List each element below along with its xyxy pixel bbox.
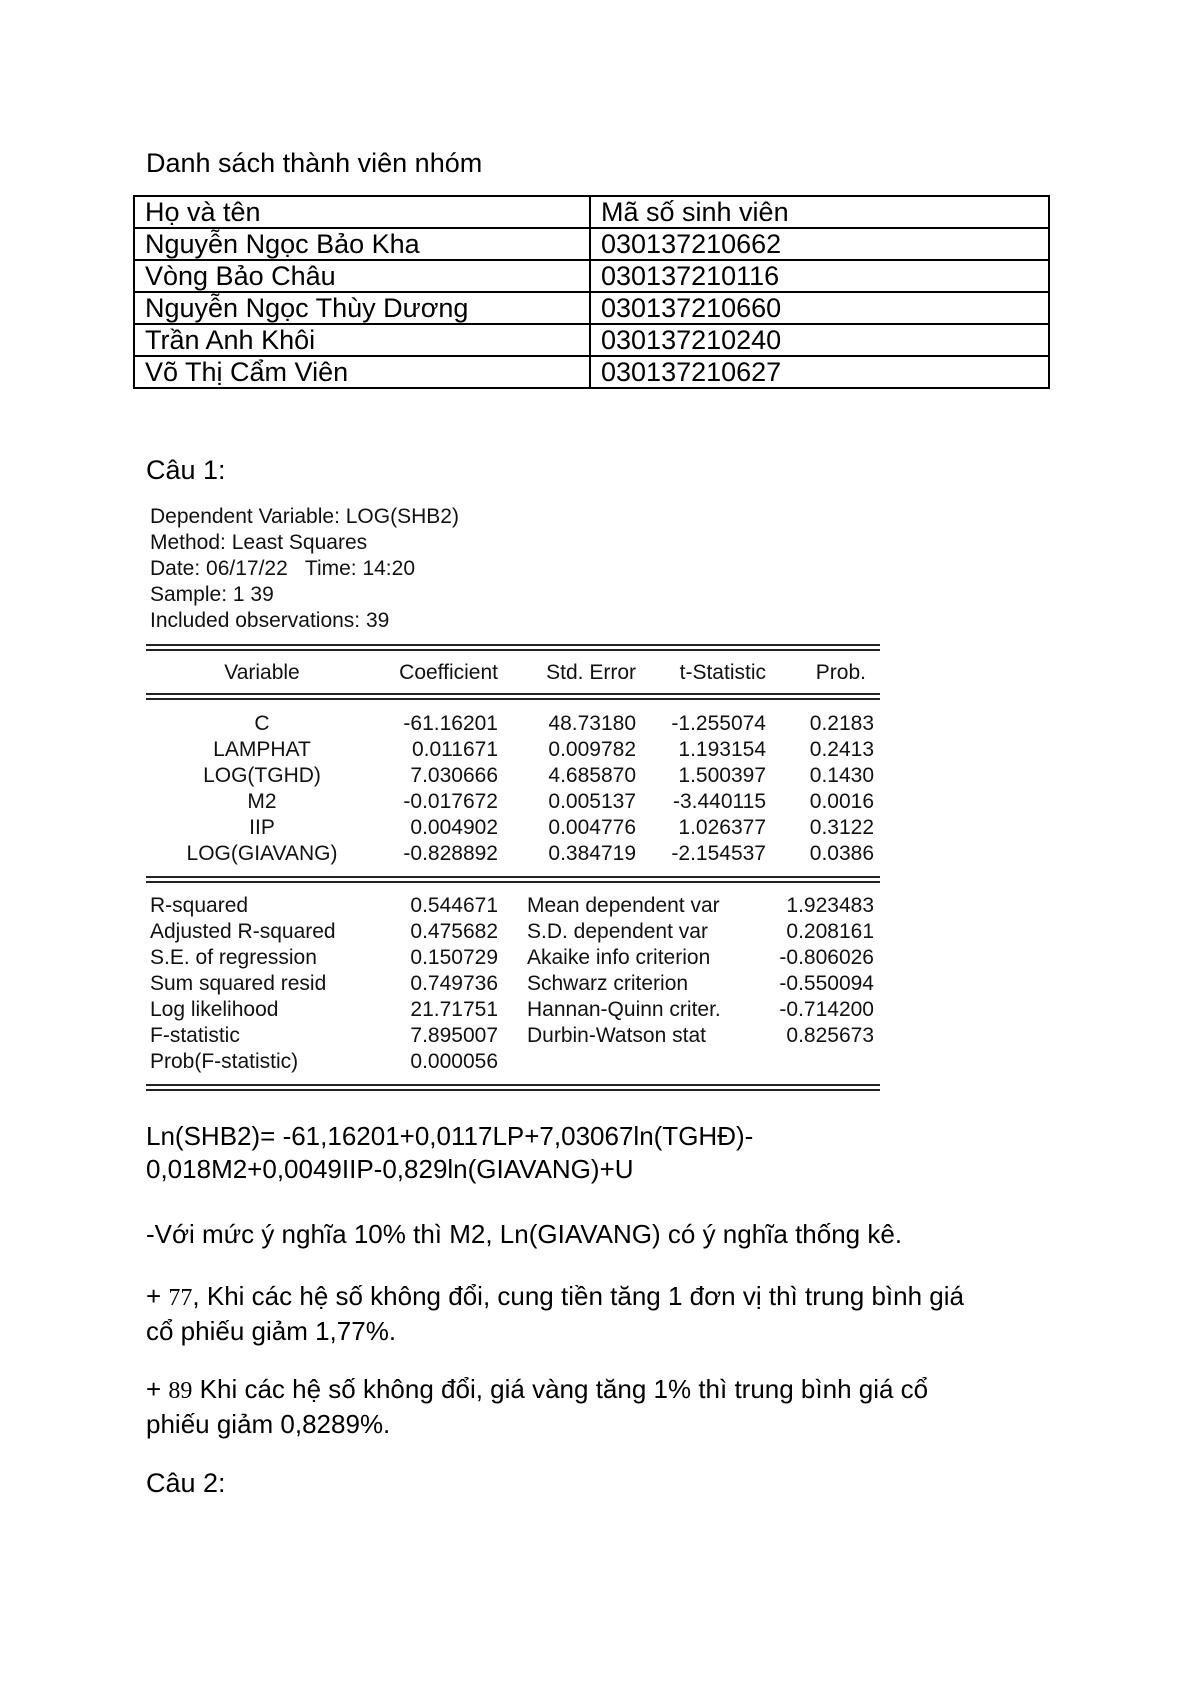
stat-value: 7.895007: [410, 1024, 498, 1047]
member-name: Nguyễn Ngọc Bảo Kha: [134, 228, 590, 260]
table-row: [134, 324, 1049, 356]
regression-header: [150, 504, 459, 634]
coefficient: 0.004902: [410, 816, 498, 839]
stat-value: 0.544671: [410, 894, 498, 917]
interp-symbol: 77: [168, 1285, 193, 1311]
stat-label: Log likelihood: [150, 998, 279, 1021]
coefficient: -0.828892: [403, 842, 498, 865]
col-coefficient: Coefficient: [399, 661, 498, 684]
interpretation-giavang: [146, 1373, 1066, 1441]
table-rule: [146, 1089, 880, 1091]
significance-note: -Với mức ý nghĩa 10% thì M2, Ln(GIAVANG) có ý nghĩa thống kê.: [146, 1219, 903, 1249]
header-name: Họ và tên: [134, 196, 590, 228]
coef-header-row: [146, 660, 880, 686]
stat-label: R-squared: [150, 894, 249, 917]
t-statistic: 1.026377: [678, 816, 766, 839]
member-id: 030137210662: [590, 228, 1049, 260]
prob: 0.0386: [809, 842, 874, 865]
stat-label: Akaike info criterion: [527, 946, 711, 969]
t-statistic: -1.255074: [671, 712, 766, 735]
t-statistic: -3.440115: [672, 790, 766, 813]
regression-equation: [146, 1120, 1066, 1186]
t-statistic: -2.154537: [671, 842, 766, 865]
stat-value: 21.71751: [410, 998, 498, 1021]
question1-label: Câu 1:: [146, 455, 226, 485]
prob: 0.1430: [809, 764, 874, 787]
stat-row: [146, 919, 880, 945]
stat-row: [146, 893, 880, 919]
std-error: 0.384719: [548, 842, 636, 865]
table-rule: [146, 876, 880, 878]
coefficient: 0.011671: [411, 738, 498, 761]
stat-value: 0.749736: [410, 972, 498, 995]
stat-label: Mean dependent var: [527, 894, 720, 917]
stat-label: Sum squared resid: [150, 972, 327, 995]
t-statistic: 1.193154: [678, 738, 766, 761]
equation-line2: 0,018M2+0,0049IIP-0,829ln(GIAVANG)+U: [146, 1154, 634, 1184]
member-name: Nguyễn Ngọc Thùy Dương: [134, 292, 590, 324]
coefficient: 7.030666: [410, 764, 498, 787]
stat-label: Prob(F-statistic): [150, 1050, 299, 1073]
stat-row: [146, 971, 880, 997]
interp-text-line2: cổ phiếu giảm 1,77%.: [146, 1316, 397, 1346]
table-rule: [146, 644, 880, 646]
variable-name: IIP: [249, 816, 275, 839]
table-rule: [146, 1084, 880, 1086]
table-rule: [146, 881, 880, 883]
observations: Included observations: 39: [150, 609, 390, 632]
stat-value: 0.475682: [410, 920, 498, 943]
std-error: 48.73180: [548, 712, 636, 735]
member-id: 030137210240: [590, 324, 1049, 356]
stat-label: S.D. dependent var: [527, 920, 708, 943]
stat-value: 0.150729: [410, 946, 498, 969]
stat-row: [146, 1023, 880, 1049]
member-name: Vòng Bảo Châu: [134, 260, 590, 292]
coefficient: -61.16201: [403, 712, 498, 735]
stat-value: 0.208161: [786, 920, 874, 943]
variable-name: LAMPHAT: [213, 738, 311, 761]
member-id: 030137210627: [590, 356, 1049, 388]
stat-value: 0.825673: [786, 1024, 874, 1047]
table-rule: [146, 649, 880, 651]
member-name: Trần Anh Khôi: [134, 324, 590, 356]
table-rule: [146, 698, 880, 700]
group-title: Danh sách thành viên nhóm: [146, 148, 483, 178]
variable-name: LOG(TGHD): [203, 764, 321, 787]
col-t-statistic: t-Statistic: [679, 661, 766, 684]
variable-name: C: [254, 712, 270, 735]
table-row: [146, 711, 880, 737]
prob: 0.0016: [809, 790, 874, 813]
table-row: [146, 789, 880, 815]
variable-name: LOG(GIAVANG): [186, 842, 338, 865]
variable-name: M2: [247, 790, 277, 813]
stat-value: -0.714200: [779, 998, 874, 1021]
stat-label: S.E. of regression: [150, 946, 317, 969]
table-row: [146, 763, 880, 789]
interpretation-m2: [146, 1280, 1066, 1348]
member-id: 030137210660: [590, 292, 1049, 324]
interp-symbol: 89: [168, 1378, 193, 1404]
table-row: [134, 356, 1049, 388]
interp-text-line1: , Khi các hệ số không đổi, cung tiền tăng 1 đơn vị thì trung bình giá: [192, 1281, 964, 1311]
prob: 0.2183: [809, 712, 874, 735]
interp-text-line2: phiếu giảm 0,8289%.: [146, 1409, 391, 1439]
table-row: [146, 815, 880, 841]
prob: 0.2413: [809, 738, 874, 761]
stat-label: Hannan-Quinn criter.: [527, 998, 721, 1021]
member-id: 030137210116: [590, 260, 1049, 292]
table-row: [134, 292, 1049, 324]
std-error: 4.685870: [548, 764, 636, 787]
member-name: Võ Thị Cẩm Viên: [134, 356, 590, 388]
question2-label: Câu 2:: [146, 1468, 226, 1498]
stat-label: Durbin-Watson stat: [527, 1024, 706, 1047]
stat-label: F-statistic: [150, 1024, 240, 1047]
interp-text-line1: Khi các hệ số không đổi, giá vàng tăng 1% thì trung bình giá cổ: [192, 1374, 929, 1404]
equation-line1: Ln(SHB2)= -61,16201+0,0117LP+7,03067ln(TGHĐ)-: [146, 1121, 754, 1151]
std-error: 0.005137: [548, 790, 636, 813]
std-error: 0.004776: [548, 816, 636, 839]
table-row: [134, 260, 1049, 292]
stat-row: [146, 945, 880, 971]
stat-label: Schwarz criterion: [527, 972, 689, 995]
table-rule: [146, 693, 880, 695]
t-statistic: 1.500397: [678, 764, 766, 787]
header-student-id: Mã số sinh viên: [590, 196, 1049, 228]
members-table: [133, 195, 1050, 389]
table-row: [146, 737, 880, 763]
col-prob: Prob.: [815, 661, 866, 684]
stat-row: [146, 1049, 880, 1075]
stat-value: 1.923483: [786, 894, 874, 917]
date-time: Date: 06/17/22 Time: 14:20: [150, 557, 416, 580]
table-row: [134, 228, 1049, 260]
coefficient: -0.017672: [403, 790, 498, 813]
table-row: [146, 841, 880, 867]
stat-row: [146, 997, 880, 1023]
bullet-plus: +: [146, 1374, 169, 1404]
col-std-error: Std. Error: [546, 661, 636, 684]
method: Method: Least Squares: [150, 531, 368, 554]
stat-value: -0.550094: [779, 972, 874, 995]
sample: Sample: 1 39: [150, 583, 274, 606]
stat-label: Adjusted R-squared: [150, 920, 336, 943]
prob: 0.3122: [809, 816, 874, 839]
stat-value: -0.806026: [779, 946, 874, 969]
bullet-plus: +: [146, 1281, 169, 1311]
std-error: 0.009782: [548, 738, 636, 761]
col-variable: Variable: [224, 661, 300, 684]
table-header-row: [134, 196, 1049, 228]
stat-value: 0.000056: [410, 1050, 498, 1073]
dependent-variable: Dependent Variable: LOG(SHB2): [150, 505, 459, 528]
